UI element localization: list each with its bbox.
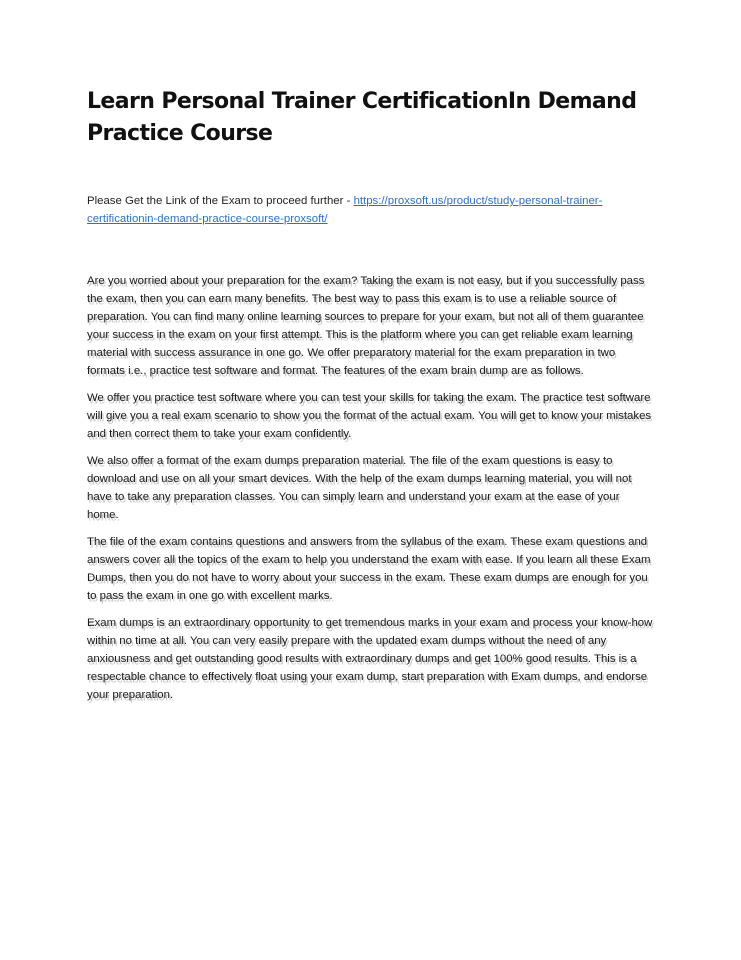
paragraph: We offer you practice test software where you can test your skills for taking the exam. The practice test software will give you a real exam scenario to show you the format of the actual exam. You will get to know your mistakes and then correct them to take your exam confidently. xyxy=(87,392,652,440)
document-page xyxy=(87,86,653,713)
paragraph: The file of the exam contains questions and answers from the syllabus of the exam. These exam questions and answers cover all the topics of the exam to help you understand the exam with ease. If you learn all these Exam Dumps, then you do not have to worry about your success in the exam. These exam dumps are enough for you to pass the exam in one go with excellent marks. xyxy=(87,536,651,602)
intro-line xyxy=(87,192,653,228)
page-title: Learn Personal Trainer CertificationIn Demand Practice Course xyxy=(87,89,637,146)
paragraph: We also offer a format of the exam dumps preparation material. The file of the exam questions is easy to download and use on all your smart devices. With the help of the exam dumps learning material, you will not have to take any preparation classes. You can simply learn and understand your exam at the ease of your home. xyxy=(87,455,632,521)
body-text xyxy=(87,272,653,704)
paragraph: Exam dumps is an extraordinary opportunity to get tremendous marks in your exam and process your know-how within no time at all. You can very easily prepare with the updated exam dumps without the need of any anxiousness and get outstanding good results with extraordinary dumps and get 100% good results. This is a respectable chance to effectively float using your exam dump, start preparation with Exam dumps, and endorse your preparation. xyxy=(87,617,653,701)
paragraph: Are you worried about your preparation for the exam? Taking the exam is not easy, but if you successfully pass the exam, then you can earn many benefits. The best way to pass this exam is to use a reliable source of preparation. You can find many online learning sources to prepare for your exam, but not all of them guarantee your success in the exam on your first attempt. This is the platform where you can get reliable exam learning material with success assurance in one go. We offer preparatory material for the exam preparation in two formats i.e., practice test software and format. The features of the exam brain dump are as follows. xyxy=(87,275,645,377)
exam-link[interactable]: https://proxsoft.us/product/study-personal-trainer-certificationin-demand-practice-course-proxsoft/ xyxy=(87,195,603,225)
intro-text: Please Get the Link of the Exam to proceed further - xyxy=(87,195,354,207)
